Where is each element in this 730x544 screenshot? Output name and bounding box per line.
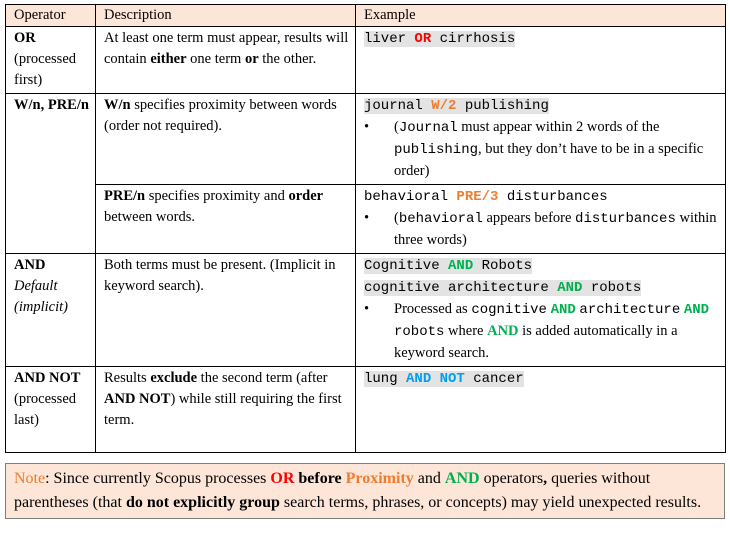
example-cell xyxy=(356,185,726,254)
table-header-row xyxy=(6,5,726,27)
note-label: Note xyxy=(14,470,46,487)
description-cell: Results exclude the second term (after AND NOT) while still requiring the first term. xyxy=(96,367,356,453)
example-cell xyxy=(356,254,726,367)
table-row-pre xyxy=(6,185,726,254)
table-row-wn xyxy=(6,94,726,185)
list-item: • Processed as cognitive AND architecture AND robots where AND is added automatically in a keyword search. xyxy=(364,301,710,361)
example-query: liver OR cirrhosis xyxy=(364,31,516,47)
header-description: Description xyxy=(96,5,356,27)
example-query: lung AND NOT cancer xyxy=(364,371,524,387)
table-row-or xyxy=(6,27,726,94)
example-cell xyxy=(356,27,726,94)
example-query: behavioral PRE/3 disturbances xyxy=(364,189,608,205)
table-row-and-not xyxy=(6,367,726,453)
header-operator: Operator xyxy=(6,5,96,27)
operator-cell: W/n, PRE/n xyxy=(6,94,96,254)
list-item: • (behavioral appears before disturbances within three words) xyxy=(364,210,717,248)
description-cell: PRE/n specifies proximity and order between words. xyxy=(96,185,356,254)
note-box: Note: Since currently Scopus processes OR before Proximity and AND operators, queries without parentheses (that do not explicitly group search terms, phrases, or concepts) may yield unexpected results. xyxy=(5,463,725,519)
example-query: journal W/2 publishing xyxy=(364,98,549,114)
operator-cell: AND Default (implicit) xyxy=(6,254,96,367)
description-cell: Both terms must be present. (Implicit in keyword search). xyxy=(96,254,356,367)
example-cell xyxy=(356,94,726,185)
header-example: Example xyxy=(356,5,726,27)
description-cell: At least one term must appear, results will contain either one term or the other. xyxy=(96,27,356,94)
list-item: • (Journal must appear within 2 words of the publishing, but they don’t have to be in a specific order) xyxy=(364,119,704,179)
example-cell xyxy=(356,367,726,453)
operator-cell: OR (processed first) xyxy=(6,27,96,94)
example-query: Cognitive AND Robots xyxy=(364,258,533,274)
description-cell: W/n specifies proximity between words (order not required). xyxy=(96,94,356,185)
table-row-and xyxy=(6,254,726,367)
example-query: cognitive architecture AND robots xyxy=(364,280,642,296)
operator-cell: AND NOT (processed last) xyxy=(6,367,96,453)
operators-table xyxy=(5,4,726,453)
